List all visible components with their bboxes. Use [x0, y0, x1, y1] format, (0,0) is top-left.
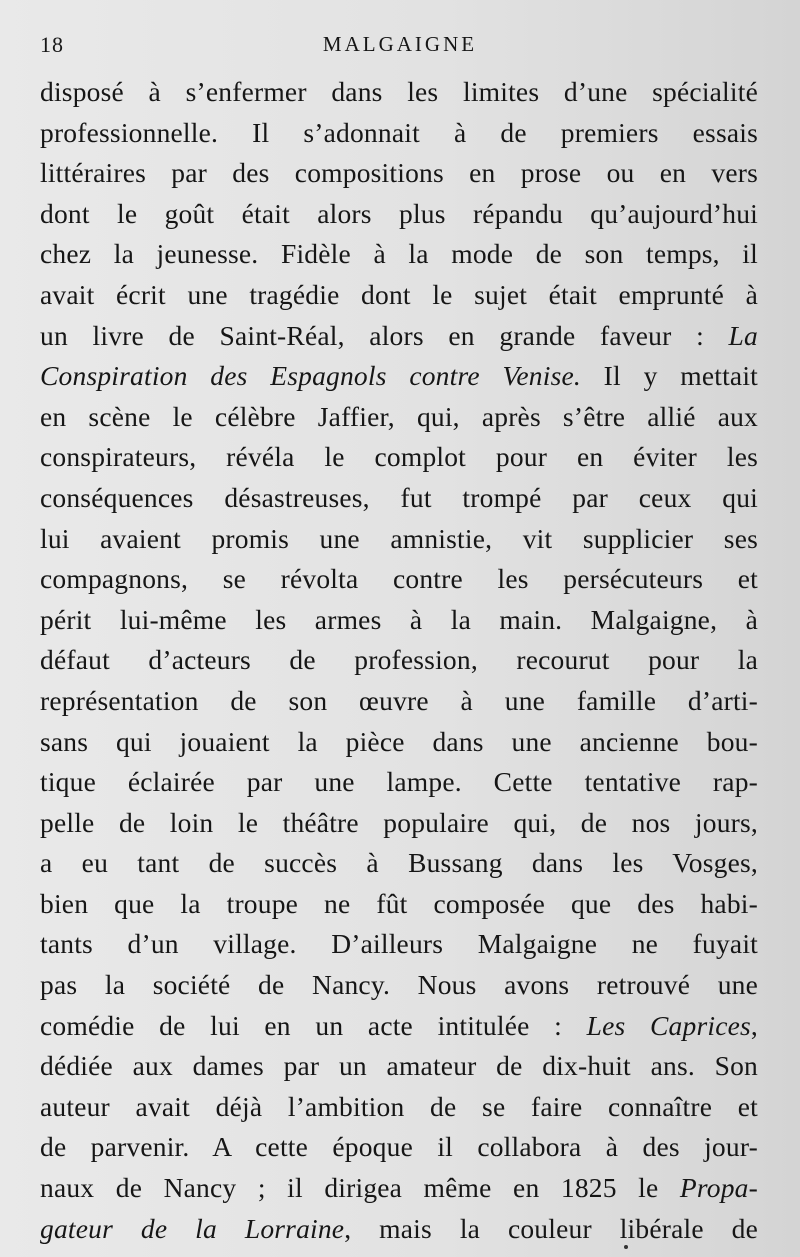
- text-segment: conséquences désastreuses, fut trompé par ceux qui: [40, 481, 758, 513]
- text-segment: périt lui-même les armes à la main. Malgaigne, à: [40, 603, 758, 635]
- text-segment: lui avaient promis une amnistie, vit supplicier ses: [40, 522, 758, 554]
- text-line: [40, 600, 758, 641]
- text-line: [40, 519, 758, 560]
- text-line: [40, 762, 758, 803]
- print-speck: [624, 1245, 628, 1249]
- text-line: [40, 234, 758, 275]
- text-segment: dédiée aux dames par un amateur de dix-huit ans. Son: [40, 1050, 758, 1082]
- text-segment: bien que la troupe ne fût composée que des habi-: [40, 887, 758, 919]
- text-line: [40, 397, 758, 438]
- text-segment: chez la jeunesse. Fidèle à la mode de son temps, il: [40, 238, 758, 270]
- text-segment: compagnons, se révolta contre les persécuteurs et: [40, 563, 758, 595]
- text-segment: avait écrit une tragédie dont le sujet était emprunté à: [40, 278, 758, 310]
- text-segment: tants d’un village. D’ailleurs Malgaigne ne fuyait: [40, 928, 758, 960]
- text-line: [40, 72, 758, 113]
- text-line: [40, 803, 758, 844]
- text-segment: en scène le célèbre Jaffier, qui, après s’être allié aux: [40, 400, 758, 432]
- text-segment: tique éclairée par une lampe. Cette tentative rap-: [40, 766, 758, 798]
- text-segment: disposé à s’enfermer dans les limites d’une spécialité: [40, 76, 758, 107]
- text-segment: un livre de Saint-Réal, alors en grande faveur :: [40, 319, 729, 351]
- text-segment: dont le goût était alors plus répandu qu’aujourd’hui: [40, 197, 758, 229]
- text-line: [40, 681, 758, 722]
- text-segment: défaut d’acteurs de profession, recourut pour la: [40, 644, 758, 676]
- text-line: [40, 843, 758, 884]
- italic-text: Conspiration des Espagnols contre Venise.: [40, 360, 581, 392]
- running-title: MALGAIGNE: [322, 32, 478, 56]
- text-line: [40, 1168, 758, 1209]
- text-segment: , mais la couleur libérale de: [344, 1212, 758, 1244]
- italic-text: Propa-: [679, 1172, 758, 1204]
- text-segment: a eu tant de succès à Bussang dans les Vosges,: [40, 847, 758, 879]
- page-header: [40, 32, 760, 64]
- text-line: [40, 1209, 758, 1250]
- text-segment: professionnelle. Il s’adonnait à de premiers essais: [40, 116, 758, 148]
- text-line: [40, 722, 758, 763]
- text-segment: conspirateurs, révéla le complot pour en éviter les: [40, 441, 758, 473]
- text-line: [40, 153, 758, 194]
- text-segment: littéraires par des compositions en prose ou en vers: [40, 157, 758, 189]
- text-line: [40, 924, 758, 965]
- text-line: [40, 1087, 758, 1128]
- text-line: [40, 640, 758, 681]
- text-line: [40, 1046, 758, 1087]
- text-segment: pelle de loin le théâtre populaire qui, de nos jours,: [40, 806, 758, 838]
- text-segment: auteur avait déjà l’ambition de se faire connaître et: [40, 1090, 758, 1122]
- text-line: [40, 559, 758, 600]
- text-line: [40, 884, 758, 925]
- text-line: [40, 437, 758, 478]
- text-segment: de parvenir. A cette époque il collabora à des jour-: [40, 1131, 758, 1163]
- text-line: [40, 1006, 758, 1047]
- text-line: [40, 275, 758, 316]
- page-number: 18: [40, 32, 64, 57]
- text-line: [40, 1127, 758, 1168]
- text-line: [40, 965, 758, 1006]
- text-segment: comédie de lui en un acte intitulée :: [40, 1009, 587, 1041]
- text-line: [40, 113, 758, 154]
- text-segment: ,: [750, 1009, 758, 1041]
- text-line: [40, 356, 758, 397]
- text-segment: représentation de son œuvre à une famille d’arti-: [40, 684, 758, 716]
- text-line: [40, 194, 758, 235]
- text-segment: naux de Nancy ; il dirigea même en 1825 le: [40, 1172, 680, 1204]
- body-text: [40, 72, 758, 1249]
- italic-text: La: [728, 319, 758, 351]
- text-segment: sans qui jouaient la pièce dans une ancienne bou-: [40, 725, 758, 757]
- text-segment: Il y mettait: [580, 360, 758, 392]
- italic-text: Les Caprices: [586, 1009, 751, 1041]
- text-line: [40, 316, 758, 357]
- text-segment: pas la société de Nancy. Nous avons retrouvé une: [40, 969, 758, 1001]
- text-line: [40, 478, 758, 519]
- italic-text: gateur de la Lorraine: [40, 1212, 345, 1244]
